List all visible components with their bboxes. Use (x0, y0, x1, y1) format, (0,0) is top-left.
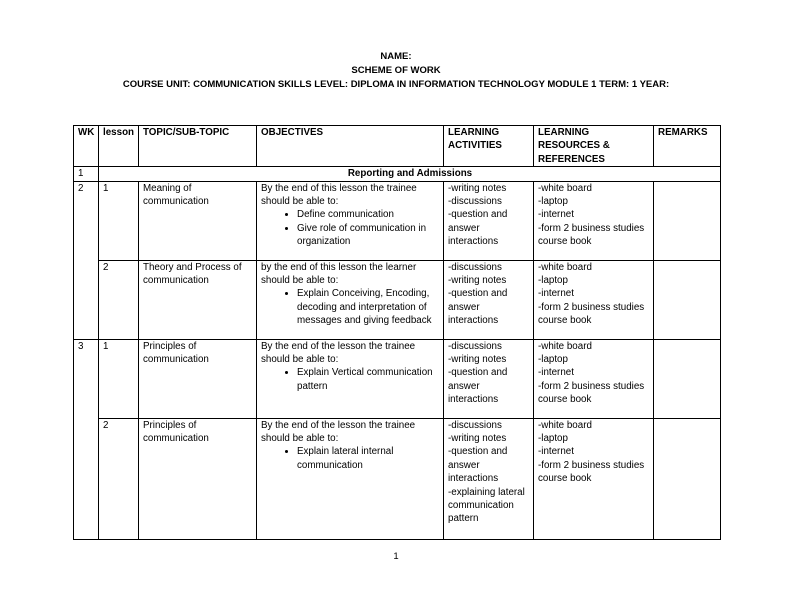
resource-item: -white board (538, 419, 592, 431)
remarks-cell (654, 260, 721, 339)
week-number: 1 (74, 167, 99, 181)
document-title: SCHEME OF WORK (351, 65, 441, 76)
col-header-lesson: lesson (99, 126, 139, 167)
scheme-of-work-table (73, 125, 721, 540)
resource-item: -white board (538, 261, 592, 273)
remarks-cell (654, 181, 721, 260)
activity-item: -discussions (448, 196, 502, 208)
objective-bullet: • Define communication (297, 208, 440, 221)
topic-cell: Meaning of communication (139, 181, 257, 260)
lesson-number: 1 (99, 181, 139, 260)
table-row (74, 260, 721, 339)
resource-item: -internet (538, 209, 574, 221)
activity-item: -question and answer interactions (448, 288, 508, 327)
objectives-cell (257, 418, 444, 539)
col-header-wk: WK (74, 126, 99, 167)
resource-item: -laptop (538, 196, 568, 208)
activity-item: -writing notes (448, 275, 507, 287)
topic-cell: Theory and Process of communication (139, 260, 257, 339)
resource-item: -form 2 business studies course book (538, 222, 645, 248)
activity-item: -question and answer interactions (448, 367, 508, 406)
objectives-cell (257, 339, 444, 418)
remarks-cell (654, 339, 721, 418)
objective-list (261, 287, 440, 327)
objective-bullet: • Give role of communication in organization (297, 222, 440, 249)
objective-intro: By the end of this lesson the trainee should be able to: (261, 182, 417, 208)
objectives-cell (257, 260, 444, 339)
resource-item: -internet (538, 446, 574, 458)
resources-cell (534, 260, 654, 339)
activity-item: -question and answer interactions (448, 446, 508, 485)
name-line: NAME: (380, 51, 412, 62)
objective-intro: By the end of the lesson the trainee should be able to: (261, 340, 416, 366)
course-info-line: COURSE UNIT: COMMUNICATION SKILLS LEVEL: DIPLOMA IN INFORMATION TECHNOLOGY MODULE 1 TERM: 1 YEAR: (122, 79, 670, 90)
activity-item: -explaining lateral communication pattern (448, 486, 525, 525)
resource-item: -white board (538, 182, 592, 194)
col-header-resources: LEARNING RESOURCES & REFERENCES (534, 126, 654, 167)
objectives-cell (257, 181, 444, 260)
remarks-cell (654, 418, 721, 539)
section-title: Reporting and Admissions (99, 167, 721, 181)
resource-item: -laptop (538, 433, 568, 445)
objective-bullet: • Explain lateral internal communication (297, 445, 440, 472)
resources-cell (534, 339, 654, 418)
week-number: 2 (74, 181, 99, 339)
lesson-number: 1 (99, 339, 139, 418)
week-number: 3 (74, 339, 99, 539)
activity-item: -discussions (448, 340, 502, 352)
resource-item: -form 2 business studies course book (538, 459, 645, 485)
activities-cell (444, 418, 534, 539)
page-number: 1 (393, 551, 399, 562)
activities-cell (444, 181, 534, 260)
activity-item: -discussions (448, 261, 502, 273)
resource-item: -laptop (538, 275, 568, 287)
objective-list (261, 208, 440, 248)
activities-cell (444, 260, 534, 339)
objective-intro: by the end of this lesson the learner should be able to: (261, 261, 417, 287)
table-header-row (74, 126, 721, 167)
activity-item: -discussions (448, 419, 502, 431)
resource-item: -internet (538, 367, 574, 379)
resource-item: -form 2 business studies course book (538, 380, 645, 406)
table-row (74, 181, 721, 260)
resource-item: -internet (538, 288, 574, 300)
lesson-number: 2 (99, 418, 139, 539)
activity-item: -writing notes (448, 182, 507, 194)
activities-cell (444, 339, 534, 418)
resources-cell (534, 418, 654, 539)
resource-item: -white board (538, 340, 592, 352)
resource-item: -form 2 business studies course book (538, 301, 645, 327)
topic-cell: Principles of communication (139, 339, 257, 418)
table-row (74, 339, 721, 418)
lesson-number: 2 (99, 260, 139, 339)
col-header-activities: LEARNING ACTIVITIES (444, 126, 534, 167)
objective-list (261, 366, 440, 393)
objective-bullet: • Explain Vertical communication pattern (297, 366, 440, 393)
activity-item: -question and answer interactions (448, 209, 508, 248)
topic-cell: Principles of communication (139, 418, 257, 539)
resource-item: -laptop (538, 354, 568, 366)
resources-cell (534, 181, 654, 260)
col-header-objectives: OBJECTIVES (257, 126, 444, 167)
objective-list (261, 445, 440, 472)
activity-item: -writing notes (448, 354, 507, 366)
activity-item: -writing notes (448, 433, 507, 445)
objective-intro: By the end of the lesson the trainee should be able to: (261, 419, 416, 445)
col-header-topic: TOPIC/SUB-TOPIC (139, 126, 257, 167)
objective-bullet: • Explain Conceiving, Encoding, decoding and interpretation of messages and giving feedback (297, 287, 440, 327)
table-row (74, 418, 721, 539)
week-1-row (74, 167, 721, 181)
col-header-remarks: REMARKS (654, 126, 721, 167)
